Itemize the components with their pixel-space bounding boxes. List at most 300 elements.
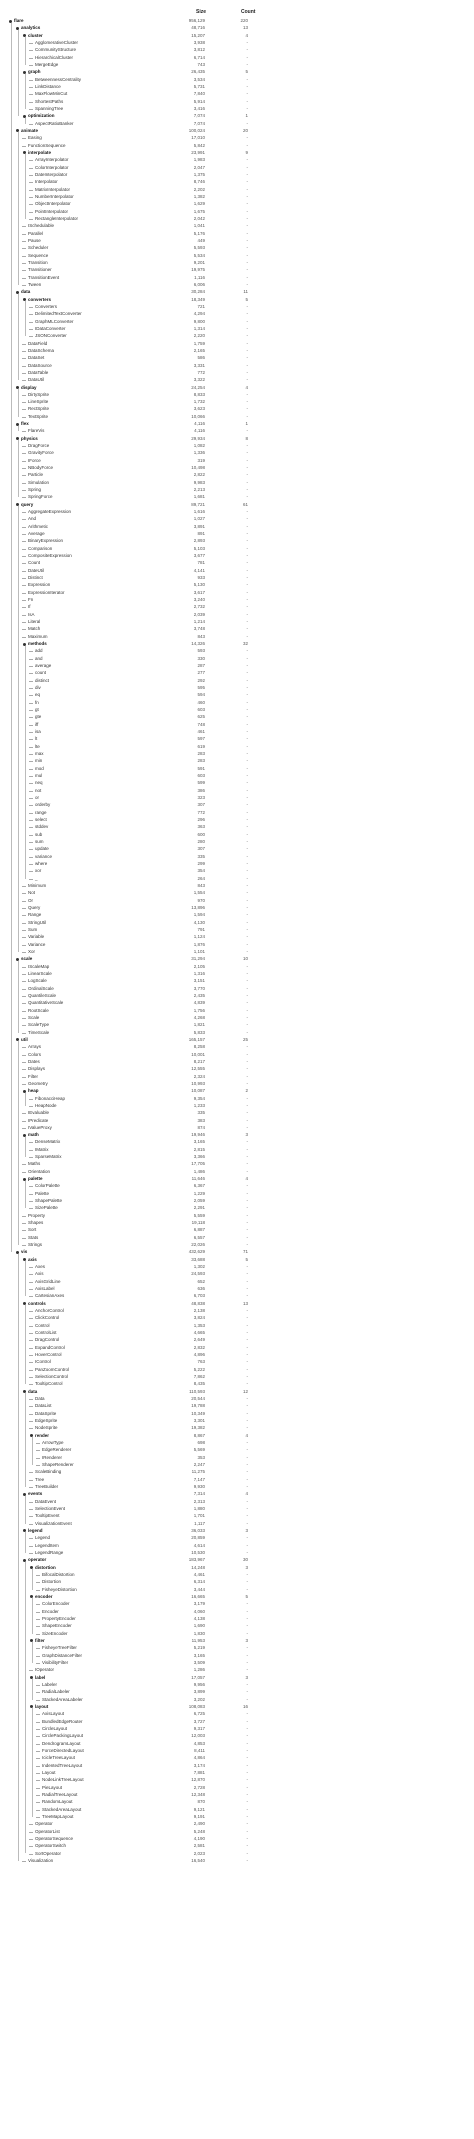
tree-leaf-row — [0, 788, 260, 794]
tree-item-label: EdgeSprite — [35, 1418, 58, 1424]
tree-connector-icon — [22, 146, 26, 147]
tree-item-size: 14,326 — [191, 641, 205, 647]
tree-item-size: 3,165 — [193, 1652, 205, 1658]
tree-connector-icon — [29, 1538, 33, 1539]
tree-item-label: Legend — [35, 1535, 51, 1541]
tree-item-size: 3,617 — [193, 589, 205, 595]
tree-item-label: methods — [28, 641, 47, 647]
tree-node-row[interactable] — [0, 1176, 260, 1182]
tree-connector-icon — [36, 1626, 40, 1627]
tree-connector-icon — [29, 1502, 33, 1503]
tree-connector-icon — [29, 813, 33, 814]
tree-item-size: 287 — [197, 663, 205, 669]
tree-leaf-row — [0, 1022, 260, 1028]
tree-item-count: - — [246, 237, 248, 243]
tree-item-size: 2,165 — [193, 347, 205, 353]
tree-connector-icon — [29, 175, 33, 176]
tree-node-row[interactable] — [0, 1037, 260, 1043]
tree-item-label: controls — [28, 1300, 46, 1306]
tree-item-label: NBodyForce — [28, 465, 54, 471]
tree-item-size: 12,003 — [191, 1733, 205, 1739]
tree-item-size: 5,103 — [193, 545, 205, 551]
tree-connector-icon — [22, 1011, 26, 1012]
tree-item-count: - — [246, 201, 248, 207]
tree-connector-icon — [22, 234, 26, 235]
tree-node-row[interactable] — [0, 18, 260, 24]
tree-item-size: 3,179 — [193, 1601, 205, 1607]
tree-item-count: - — [246, 1212, 248, 1218]
tree-item-label: IControl — [35, 1359, 51, 1365]
count-column-header[interactable]: Count — [241, 9, 256, 15]
tree-guide-line — [25, 1562, 26, 1854]
tree-item-count: - — [246, 714, 248, 720]
tree-node-row[interactable] — [0, 1132, 260, 1138]
tree-leaf-row — [0, 1286, 260, 1292]
tree-node-row[interactable] — [0, 69, 260, 75]
tree-connector-icon — [29, 1333, 33, 1334]
tree-item-label: IMatrix — [35, 1146, 49, 1152]
tree-item-label: GraphMLConverter — [35, 318, 74, 324]
tree-item-size: 5,130 — [193, 582, 205, 588]
tree-item-label: DragControl — [35, 1337, 60, 1343]
tree-connector-icon — [36, 1744, 40, 1745]
tree-item-size: 652 — [197, 1278, 205, 1284]
tree-leaf-row — [0, 1477, 260, 1483]
tree-connector-icon — [22, 981, 26, 982]
tree-guide-line — [25, 1393, 26, 1487]
tree-connector-icon — [22, 351, 26, 352]
tree-connector-icon — [22, 344, 26, 345]
tree-connector-icon — [22, 541, 26, 542]
tree-item-size: 10,001 — [191, 1051, 205, 1057]
tree-leaf-row — [0, 1293, 260, 1299]
tree-item-size: 4,141 — [193, 567, 205, 573]
tree-item-size: 3,165 — [193, 1139, 205, 1145]
tree-connector-icon — [22, 578, 26, 579]
tree-item-count: - — [246, 1689, 248, 1695]
tree-connector-icon — [29, 842, 33, 843]
tree-connector-icon — [29, 820, 33, 821]
tree-leaf-row — [0, 1066, 260, 1072]
tree-connector-icon — [29, 754, 33, 755]
tree-item-count: - — [246, 1784, 248, 1790]
tree-item-size: 603 — [197, 772, 205, 778]
tree-connector-icon — [29, 1186, 33, 1187]
tree-connector-icon — [22, 1055, 26, 1056]
tree-item-count: - — [246, 347, 248, 353]
tree-item-label: IcicleTreeLayout — [42, 1755, 75, 1761]
tree-guide-line — [25, 1093, 26, 1106]
tree-item-count: - — [246, 120, 248, 126]
tree-item-label: isa — [35, 729, 41, 734]
tree-connector-icon — [22, 263, 26, 264]
tree-item-label: BifocalDistortion — [42, 1571, 75, 1577]
tree-node-row[interactable] — [0, 1088, 260, 1094]
tree-item-count: - — [246, 1828, 248, 1834]
tree-connector-icon — [36, 1619, 40, 1620]
tree-leaf-row — [0, 920, 260, 926]
tree-connector-icon — [36, 1788, 40, 1789]
tree-leaf-row — [0, 714, 260, 720]
tree-item-count: - — [246, 1058, 248, 1064]
tree-item-size: 3,770 — [193, 985, 205, 991]
tree-connector-icon — [29, 1472, 33, 1473]
tree-leaf-row — [0, 1191, 260, 1197]
tree-leaf-row — [0, 1440, 260, 1446]
tree-node-row[interactable] — [0, 1704, 260, 1710]
tree-item-size: 3,331 — [193, 362, 205, 368]
tree-item-size: 1,229 — [193, 1190, 205, 1196]
tree-leaf-row — [0, 509, 260, 515]
tree-item-size: 280 — [197, 838, 205, 844]
tree-node-row[interactable] — [0, 436, 260, 442]
tree-leaf-row — [0, 121, 260, 127]
tree-connector-icon — [29, 1201, 33, 1202]
tree-node-row[interactable] — [0, 502, 260, 508]
tree-item-size: 9,956 — [193, 1681, 205, 1687]
tree-item-size: 277 — [197, 670, 205, 676]
tree-item-size: 2,324 — [193, 1073, 205, 1079]
tree-item-label: Tween — [28, 281, 42, 287]
tree-item-size: 6,314 — [193, 1579, 205, 1585]
tree-item-count: - — [246, 904, 248, 910]
tree-connector-icon — [29, 703, 33, 704]
tree-guide-line — [18, 389, 19, 417]
tree-item-label: DenseMatrix — [35, 1139, 61, 1145]
tree-leaf-row — [0, 319, 260, 325]
tree-connector-icon — [29, 1546, 33, 1547]
tree-node-row[interactable] — [0, 956, 260, 962]
tree-node-row[interactable] — [0, 128, 260, 134]
tree-item-count: - — [246, 91, 248, 97]
tree-item-count: - — [246, 83, 248, 89]
tree-connector-icon — [29, 1524, 33, 1525]
tree-item-count: - — [246, 1623, 248, 1629]
tree-item-count: - — [246, 685, 248, 691]
tree-connector-icon — [36, 1722, 40, 1723]
tree-item-label: StackedAreaLabeler — [42, 1696, 83, 1702]
tree-connector-icon — [29, 835, 33, 836]
tree-item-count: - — [246, 1403, 248, 1409]
tree-item-label: stddev — [35, 824, 49, 830]
tree-item-count: - — [246, 1681, 248, 1687]
tree-item-count: - — [246, 1469, 248, 1475]
tree-node-row[interactable] — [0, 421, 260, 427]
tree-item-count: - — [246, 259, 248, 265]
tree-leaf-row — [0, 700, 260, 706]
tree-item-count: - — [246, 941, 248, 947]
tree-connector-icon — [29, 695, 33, 696]
tree-item-size: 100,024 — [188, 127, 205, 133]
tree-item-label: Sequence — [28, 252, 49, 258]
tree-item-label: LinearScale — [28, 970, 52, 976]
tree-connector-icon — [29, 857, 33, 858]
tree-item-label: eq — [35, 692, 41, 698]
tree-node-row[interactable] — [0, 25, 260, 31]
tree-item-size: 1,353 — [193, 1322, 205, 1328]
tree-connector-icon — [22, 468, 26, 469]
tree-connector-icon — [29, 160, 33, 161]
tree-item-count: - — [246, 1462, 248, 1467]
tree-connector-icon — [29, 314, 33, 315]
tree-item-count: - — [246, 355, 248, 361]
tree-item-count: - — [246, 619, 248, 625]
tree-item-count: 71 — [242, 1249, 248, 1255]
tree-leaf-row — [0, 275, 260, 281]
tree-item-count: - — [246, 692, 248, 698]
tree-item-label: VisibilityFilter — [42, 1659, 69, 1665]
tree-node-row[interactable] — [0, 1528, 260, 1534]
tree-item-label: Comparison — [28, 545, 53, 551]
tree-item-size: 18,349 — [191, 296, 205, 302]
tree-item-label: SelectionControl — [35, 1374, 69, 1380]
tree-item-count: - — [246, 978, 248, 984]
tree-item-count: - — [246, 1337, 248, 1343]
tree-leaf-row — [0, 758, 260, 764]
tree-node-row[interactable] — [0, 113, 260, 119]
tree-item-label: SparseMatrix — [35, 1154, 62, 1160]
tree-item-size: 183,967 — [188, 1557, 205, 1563]
tree-item-label: Distortion — [42, 1579, 62, 1585]
tree-node-row[interactable] — [0, 1389, 260, 1395]
tree-item-label: DataTable — [28, 369, 49, 375]
tree-leaf-row — [0, 341, 260, 347]
tree-connector-icon — [22, 1003, 26, 1004]
tree-item-size: 3,677 — [193, 553, 205, 559]
tree-item-size: 595 — [197, 685, 205, 691]
tree-item-size: 10,498 — [191, 465, 205, 471]
tree-item-size: 19,975 — [191, 267, 205, 273]
tree-leaf-row — [0, 1345, 260, 1351]
tree-leaf-row — [0, 1323, 260, 1329]
tree-item-count: - — [246, 897, 248, 903]
tree-item-count: 25 — [242, 1036, 248, 1042]
tree-item-label: TreeMapLayout — [42, 1813, 74, 1819]
tree-connector-icon — [22, 930, 26, 931]
tree-item-count: - — [246, 663, 248, 669]
tree-item-count: - — [246, 648, 248, 654]
tree-connector-icon — [36, 1751, 40, 1752]
tree-item-size: 956,129 — [188, 18, 205, 23]
tree-item-label: DateUtil — [28, 567, 45, 573]
tree-item-label: DataSprite — [35, 1410, 57, 1416]
tree-item-label: OperatorSwitch — [35, 1843, 67, 1849]
tree-item-count: - — [246, 1645, 248, 1651]
tree-connector-icon — [36, 1780, 40, 1781]
tree-item-size: 36,033 — [191, 1527, 205, 1533]
tree-leaf-row — [0, 1667, 260, 1673]
tree-item-size: 1,690 — [193, 1623, 205, 1629]
tree-node-row[interactable] — [0, 1565, 260, 1571]
tree-item-count: - — [246, 318, 248, 324]
tree-item-count: - — [246, 1520, 248, 1526]
tree-item-size: 2,490 — [193, 1821, 205, 1827]
tree-item-size: 33,688 — [191, 1256, 205, 1262]
tree-leaf-row — [0, 934, 260, 940]
tree-connector-icon — [22, 490, 26, 491]
tree-node-row[interactable] — [0, 1557, 260, 1563]
tree-leaf-row — [0, 1359, 260, 1365]
tree-connector-icon — [29, 1480, 33, 1481]
tree-item-label: LinkDistance — [35, 83, 61, 89]
tree-leaf-row — [0, 1682, 260, 1688]
tree-item-count: - — [246, 1615, 248, 1621]
tree-item-label: Particle — [28, 472, 44, 478]
tree-item-count: - — [246, 1440, 248, 1446]
tree-item-count: - — [246, 1843, 248, 1849]
tree-guide-line — [18, 426, 19, 432]
tree-connector-icon — [29, 1406, 33, 1407]
tree-item-label: Geometry — [28, 1080, 48, 1086]
tree-connector-icon — [29, 1839, 33, 1840]
tree-connector-icon — [29, 1516, 33, 1517]
tree-leaf-row — [0, 1653, 260, 1659]
tree-node-row[interactable] — [0, 1249, 260, 1255]
tree-connector-icon — [22, 1238, 26, 1239]
tree-item-size: 17,010 — [191, 135, 205, 141]
tree-item-size: 1,629 — [193, 201, 205, 207]
tree-item-size: 363 — [197, 824, 205, 830]
tree-item-label: RootScale — [28, 1007, 49, 1013]
tree-leaf-row — [0, 707, 260, 713]
tree-node-row[interactable] — [0, 297, 260, 303]
tree-leaf-row — [0, 1139, 260, 1145]
tree-connector-icon — [22, 366, 26, 367]
size-column-header[interactable]: Size — [195, 9, 206, 15]
tree-item-label: where — [35, 860, 48, 866]
tree-item-count: - — [246, 699, 248, 705]
tree-node-row[interactable] — [0, 289, 260, 295]
tree-leaf-row — [0, 905, 260, 911]
tree-item-count: 61 — [242, 501, 248, 507]
tree-item-label: Query — [28, 904, 41, 910]
tree-item-count: 220 — [240, 18, 248, 23]
tree-leaf-row — [0, 744, 260, 750]
tree-item-count: - — [246, 1396, 248, 1402]
tree-connector-icon — [36, 1450, 40, 1451]
tree-item-label: Sum — [28, 926, 38, 932]
tree-node-row[interactable] — [0, 1594, 260, 1600]
tree-leaf-row — [0, 40, 260, 46]
tree-node-row[interactable] — [0, 1491, 260, 1497]
tree-item-label: CartesianAxes — [35, 1293, 65, 1299]
tree-leaf-row — [0, 604, 260, 610]
tree-node-row[interactable] — [0, 385, 260, 391]
tree-item-size: 1,082 — [193, 443, 205, 449]
tree-connector-icon — [22, 402, 26, 403]
tree-guide-line — [25, 1261, 26, 1296]
tree-item-size: 6,557 — [193, 1234, 205, 1240]
tree-connector-icon — [29, 1318, 33, 1319]
tree-item-label: Palette — [35, 1190, 50, 1196]
tree-node-row[interactable] — [0, 641, 260, 647]
tree-item-label: RectSprite — [28, 406, 50, 412]
tree-item-size: 5,219 — [193, 1645, 205, 1651]
tree-leaf-row — [0, 392, 260, 398]
tree-leaf-row — [0, 678, 260, 684]
tree-item-size: 1,314 — [193, 325, 205, 331]
tree-connector-icon — [22, 256, 26, 257]
tree-leaf-row — [0, 135, 260, 141]
tree-item-size: 4,461 — [193, 1571, 205, 1577]
tree-item-label: label — [35, 1674, 46, 1680]
tree-item-size: 2,649 — [193, 1337, 205, 1343]
tree-leaf-row — [0, 458, 260, 464]
tree-connector-icon — [22, 138, 26, 139]
tree-leaf-row — [0, 1052, 260, 1058]
tree-item-size: 6,725 — [193, 1711, 205, 1717]
tree-item-label: DateInterpolator — [35, 171, 68, 177]
tree-node-row[interactable] — [0, 1433, 260, 1439]
tree-item-count: 5 — [245, 69, 248, 75]
tree-item-count: - — [246, 98, 248, 104]
tree-item-size: 22,026 — [191, 1242, 205, 1248]
tree-connector-icon — [29, 776, 33, 777]
tree-item-count: - — [246, 787, 248, 793]
tree-item-label: AggregateExpression — [28, 509, 72, 515]
tree-item-size: 8,411 — [194, 1747, 205, 1753]
tree-node-row[interactable] — [0, 1257, 260, 1263]
tree-item-size: 1,756 — [193, 1007, 205, 1013]
tree-node-row[interactable] — [0, 1638, 260, 1644]
tree-item-size: 2,220 — [193, 333, 205, 339]
tree-connector-icon — [22, 615, 26, 616]
tree-item-count: - — [246, 1630, 248, 1636]
tree-item-count: - — [246, 1374, 248, 1380]
tree-leaf-row — [0, 568, 260, 574]
tree-item-size: 2,138 — [193, 1308, 205, 1314]
tree-item-label: query — [21, 501, 34, 507]
tree-item-count: - — [246, 560, 248, 566]
tree-leaf-row — [0, 1220, 260, 1226]
tree-item-size: 7,147 — [193, 1476, 205, 1482]
tree-leaf-row — [0, 1645, 260, 1651]
tree-guide-line — [18, 506, 19, 952]
tree-item-count: - — [246, 509, 248, 515]
tree-connector-icon — [29, 329, 33, 330]
tree-leaf-row — [0, 414, 260, 420]
tree-item-size: 9,317 — [193, 1725, 205, 1731]
tree-leaf-row — [0, 912, 260, 918]
tree-node-row[interactable] — [0, 150, 260, 156]
tree-connector-icon — [29, 1274, 33, 1275]
tree-connector-icon — [29, 1428, 33, 1429]
tree-item-size: 2,313 — [193, 1498, 205, 1504]
tree-item-size: 283 — [197, 758, 205, 764]
tree-item-label: SortOperator — [35, 1850, 62, 1856]
tree-leaf-row — [0, 1572, 260, 1578]
tree-item-label: OperatorSequence — [35, 1835, 74, 1841]
tree-item-count: - — [246, 47, 248, 53]
tree-connector-icon — [29, 739, 33, 740]
tree-leaf-row — [0, 1829, 260, 1835]
tree-item-label: NodeLinkTreeLayout — [42, 1777, 84, 1783]
tree-node-row[interactable] — [0, 33, 260, 39]
tree-item-label: Literal — [28, 619, 41, 625]
tree-node-row[interactable] — [0, 1301, 260, 1307]
tree-item-label: neq — [35, 780, 43, 786]
tree-connector-icon — [36, 1802, 40, 1803]
tree-leaf-row — [0, 1161, 260, 1167]
tree-connector-icon — [22, 512, 26, 513]
tree-leaf-row — [0, 795, 260, 801]
tree-node-row[interactable] — [0, 1675, 260, 1681]
tree-item-count: - — [246, 1762, 248, 1768]
tree-item-size: 8,867 — [193, 1432, 205, 1438]
tree-item-size: 19,118 — [191, 1220, 205, 1226]
tree-item-count: - — [246, 1000, 248, 1006]
tree-item-label: ExpandControl — [35, 1344, 65, 1350]
